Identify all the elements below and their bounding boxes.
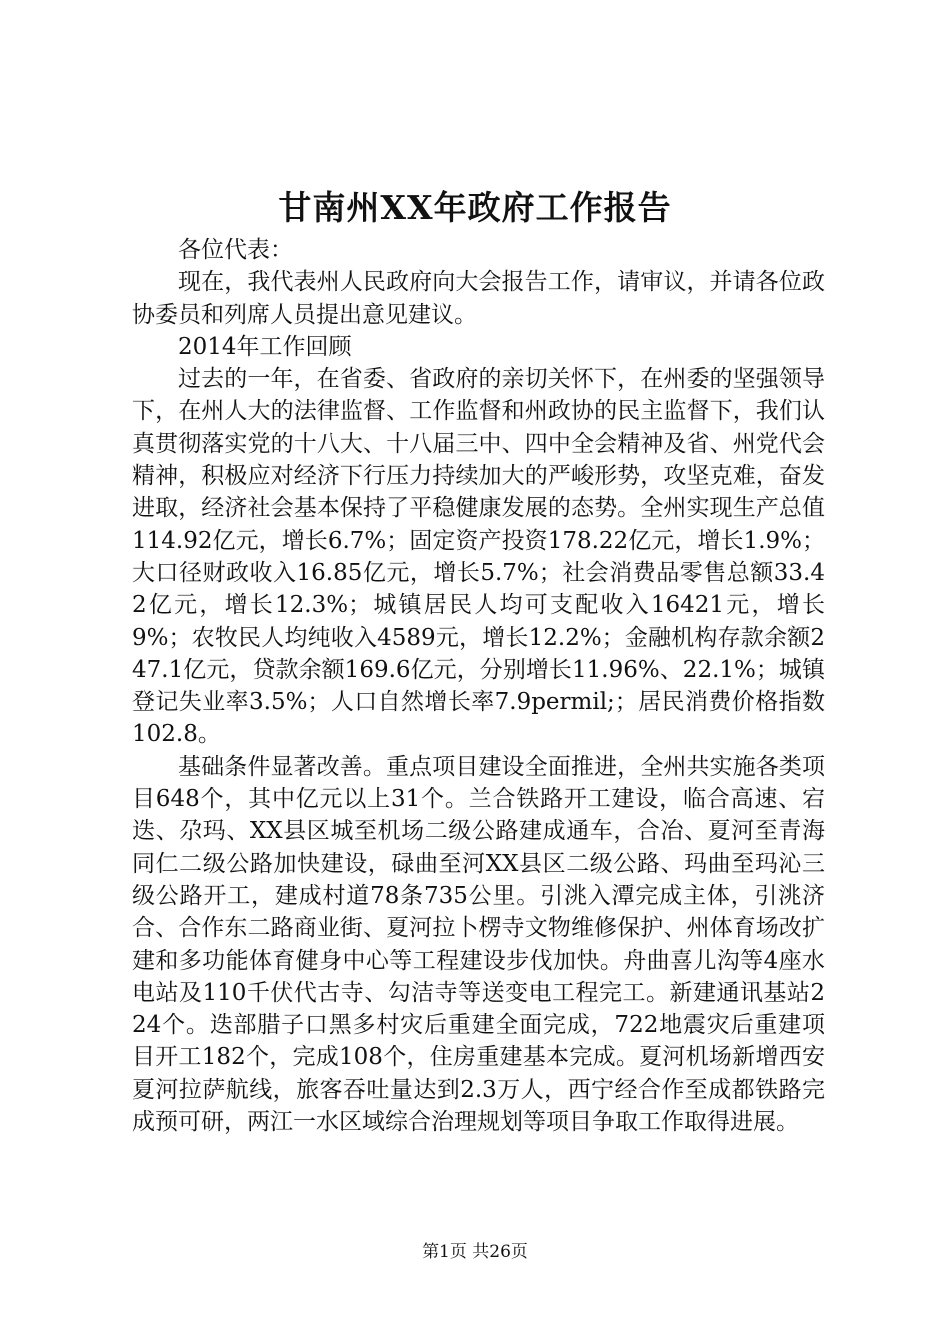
section-heading: 2014年工作回顾 (178, 333, 352, 360)
document-body (132, 234, 825, 1138)
review-paragraph: 过去的一年，在省委、省政府的亲切关怀下，在州委的坚强领导下，在州人大的法律监督、工作监督和州政协的民主监督下，我们认真贯彻落实党的十八大、十八届三中、四中全会精神及省、州党代会精神，积极应对经济下行压力持续加大的严峻形势，攻坚克难，奋发进取，经济社会基本保持了平稳健康发展的态势。全州实现生产总值114.92亿元，增长6.7%；固定资产投资178.22亿元，增长1.9%；大口径财政收入16.85亿元，增长5.7%；社会消费品零售总额33.42亿元，增长12.3%；城镇居民人均可支配收入16421元，增长9%；农牧民人均纯收入4589元，增长12.2%；金融机构存款余额247.1亿元，贷款余额169.6亿元，分别增长11.96%、22.1%；城镇登记失业率3.5%；人口自然增长率7.9permil;；居民消费价格指数102.8。 (132, 366, 825, 748)
opening-paragraph: 现在，我代表州人民政府向大会报告工作，请审议，并请各位政协委员和列席人员提出意见建议。 (132, 269, 825, 328)
page-footer: 第1页 共26页 (422, 1242, 528, 1262)
salutation: 各位代表： (178, 237, 293, 263)
infrastructure-paragraph: 基础条件显著改善。重点项目建设全面推进，全州共实施各类项目648个，其中亿元以上31个。兰合铁路开工建设，临合高速、宕迭、尕玛、XX县区城至机场二级公路建成通车，合冶、夏河至青海同仁二级公路加快建设，碌曲至河XX县区二级公路、玛曲至玛沁三级公路开工，建成村道78条735公里。引洮入潭完成主体，引洮济合、合作东二路商业街、夏河拉卜楞寺文物维修保护、州体育场改扩建和多功能体育健身中心等工程建设步伐加快。舟曲喜儿沟等4座水电站及110千伏代古寺、勾洁寺等送变电工程完工。新建通讯基站224个。迭部腊子口黑多村灾后重建全面完成，722地震灾后重建项目开工182个，完成108个，住房重建基本完成。夏河机场新增西安夏河拉萨航线，旅客吞吐量达到2.3万人，西宁经合作至成都铁路完成预可研，两江一水区域综合治理规划等项目争取工作取得进展。 (132, 753, 825, 1136)
document-title: 甘南州XX年政府工作报告 (278, 188, 672, 227)
